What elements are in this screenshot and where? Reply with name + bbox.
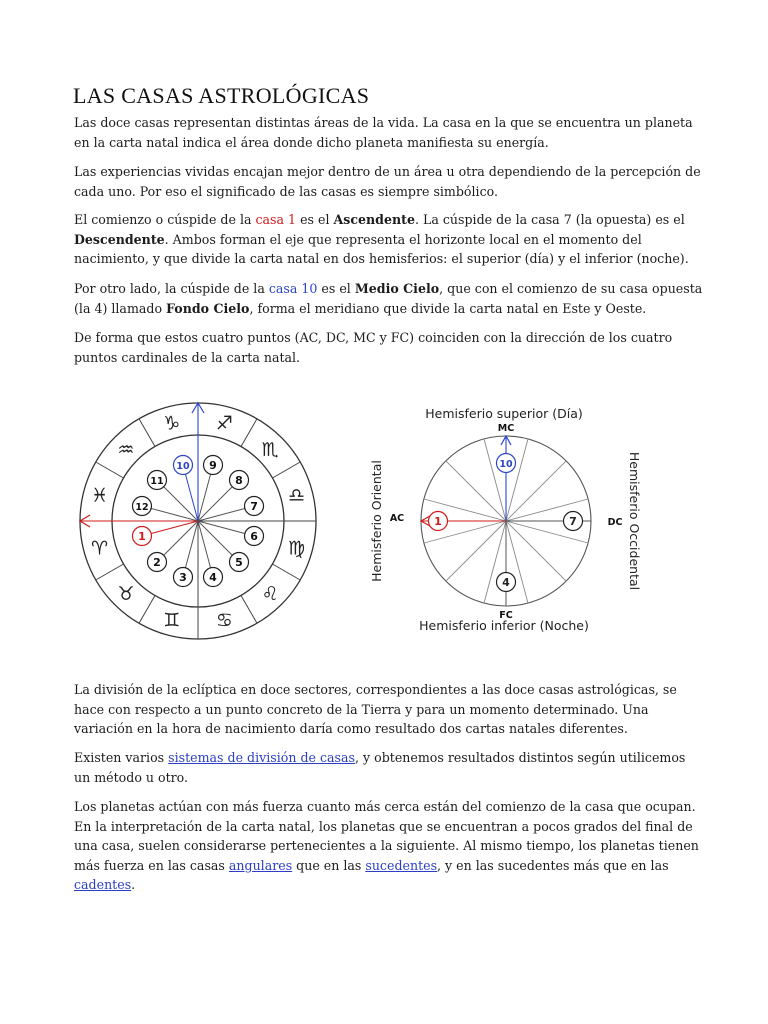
mc-label: MC xyxy=(497,423,515,434)
text: , forma el meridiano que divide la carta natal en Este y Oeste. xyxy=(249,300,647,316)
text: es el xyxy=(317,281,355,296)
axis-house-number-1: 1 xyxy=(434,515,442,528)
sign-divider xyxy=(241,419,257,447)
house-number-5: 5 xyxy=(235,556,243,570)
house-number-6: 6 xyxy=(250,530,258,544)
hemisferio-oriental-label: Hemisferio Oriental xyxy=(369,460,384,582)
text: , que con el comienzo de su casa opuesta (la 4) llamado xyxy=(74,281,703,316)
axis-house-number-7: 7 xyxy=(569,515,577,528)
text: , y obtenemos resultados distintos según utilicemos un método u otro. xyxy=(74,750,686,785)
sign-divider xyxy=(272,564,300,580)
hemisferio-occidental-label: Hemisferio Occidental xyxy=(627,451,642,591)
zodiac-sign-glyph: ♐︎ xyxy=(215,412,233,435)
zodiac-houses-wheel xyxy=(76,400,322,646)
paragraph-midheaven xyxy=(74,279,704,318)
house-number-4: 4 xyxy=(209,571,217,585)
zodiac-sign-glyph: ♓︎ xyxy=(90,484,108,507)
text: . Ambos forman el eje que representa el horizonte local en el momento del nacimiento, y que divide la carta natal en dos hemisferios: el superior (día) y el inferior (noche). xyxy=(74,231,689,266)
hemisferio-superior-label: Hemisferio superior (Día) xyxy=(425,406,583,421)
zodiac-sign-glyph: ♏︎ xyxy=(261,438,279,461)
zodiac-sign-glyph: ♌︎ xyxy=(261,583,279,606)
house-number-10: 10 xyxy=(176,460,190,472)
sign-divider xyxy=(241,595,257,623)
page-title: LAS CASAS ASTROLÓGICAS xyxy=(73,83,370,108)
house-line xyxy=(446,521,506,581)
paragraph-ecliptic: La división de la eclíptica en doce sectores, correspondientes a las doce casas astrológicas, se hace con respecto a un punto concreto de la Tierra y para un momento determinado. Una variación en la hora de nacimiento daría como resultado dos cartas natales diferentes. xyxy=(74,682,677,736)
zodiac-sign-glyph: ♉︎ xyxy=(117,583,135,606)
zodiac-sign-glyph: ♈︎ xyxy=(90,537,108,560)
text: es el xyxy=(296,212,334,227)
fondo-cielo-term: Fondo Cielo xyxy=(166,300,250,316)
house-number-11: 11 xyxy=(150,475,164,487)
angulares-link[interactable]: angulares xyxy=(228,857,293,873)
ac-label: AC xyxy=(389,513,405,524)
paragraph-intro: Las doce casas representan distintas áreas de la vida. La casa en la que se encuentra un planeta en la carta natal indica el área donde dicho planeta manifiesta su energía. xyxy=(74,115,693,150)
house-line xyxy=(446,461,506,521)
axis-house-number-10: 10 xyxy=(499,459,513,470)
house-line xyxy=(506,461,566,521)
hemisphere-circle xyxy=(421,436,591,606)
house-number-3: 3 xyxy=(179,571,187,585)
ascendente-term: Ascendente xyxy=(333,212,415,227)
paragraph-ascendant xyxy=(74,210,704,269)
hemispheres-diagram xyxy=(368,400,678,640)
medio-cielo-term: Medio Cielo xyxy=(354,281,440,296)
paragraph-experiences: Las experiencias vividas encajan mejor dentro de un área u otra dependiendo de la percepción de cada uno. Por eso el significado de las casas es siempre simbólico. xyxy=(74,164,701,199)
sign-divider xyxy=(272,462,300,478)
house-systems-link[interactable]: sistemas de división de casas xyxy=(168,750,355,765)
house-line xyxy=(484,439,506,521)
paragraph-cardinal-points: De forma que estos cuatro puntos (AC, DC, MC y FC) coinciden con la dirección de los cuatro puntos cardinales de la carta natal. xyxy=(74,330,673,365)
text: El comienzo o cúspide de la xyxy=(74,212,256,227)
house-number-1: 1 xyxy=(138,530,146,544)
house-number-9: 9 xyxy=(209,458,217,472)
fc-label: FC xyxy=(499,610,513,621)
text: Por otro lado, la cúspide de la xyxy=(74,281,269,296)
zodiac-sign-glyph: ♍︎ xyxy=(288,537,306,560)
house-number-12: 12 xyxy=(135,501,149,513)
dc-label: DC xyxy=(607,517,623,528)
text: que en las xyxy=(292,857,366,873)
hemisferio-inferior-label: Hemisferio inferior (Noche) xyxy=(419,618,589,633)
casa-10-highlight: casa 10 xyxy=(268,281,318,296)
house-number-7: 7 xyxy=(250,499,258,513)
zodiac-sign-glyph: ♋︎ xyxy=(215,609,233,632)
paragraph-systems xyxy=(74,748,704,787)
house-line xyxy=(506,521,566,581)
paragraph-planets xyxy=(74,797,704,895)
cadentes-link[interactable]: cadentes xyxy=(74,877,132,892)
sign-divider xyxy=(96,462,124,478)
text: . La cúspide de la casa 7 (la opuesta) es el xyxy=(414,212,685,227)
descendente-term: Descendente xyxy=(74,231,165,247)
axis-house-number-4: 4 xyxy=(502,576,510,589)
zodiac-sign-glyph: ♒︎ xyxy=(117,438,135,461)
casa-1-highlight: casa 1 xyxy=(255,212,297,227)
text: Los planetas actúan con más fuerza cuanto más cerca están del comienzo de la casa que ocupan. En la interpretación de la carta natal, los planetas que se encuentran a pocos grados del final de una casa, suelen considerarse pertenecientes a la siguiente. Al mismo tiempo, los planetas tienen más fuerza en las casas xyxy=(74,799,699,873)
sucedentes-link[interactable]: sucedentes xyxy=(365,857,438,873)
sign-divider xyxy=(139,419,155,447)
house-number-2: 2 xyxy=(153,556,161,570)
text: Existen varios xyxy=(74,750,169,765)
text: . xyxy=(131,877,136,892)
zodiac-sign-glyph: ♎︎ xyxy=(288,484,306,507)
house-line xyxy=(506,439,528,521)
zodiac-sign-glyph: ♑︎ xyxy=(163,412,181,435)
zodiac-sign-glyph: ♊︎ xyxy=(163,609,181,632)
house-number-8: 8 xyxy=(235,473,243,487)
text: , y en las sucedentes más que en las xyxy=(437,857,669,873)
sign-divider xyxy=(139,595,155,623)
sign-divider xyxy=(96,564,124,580)
